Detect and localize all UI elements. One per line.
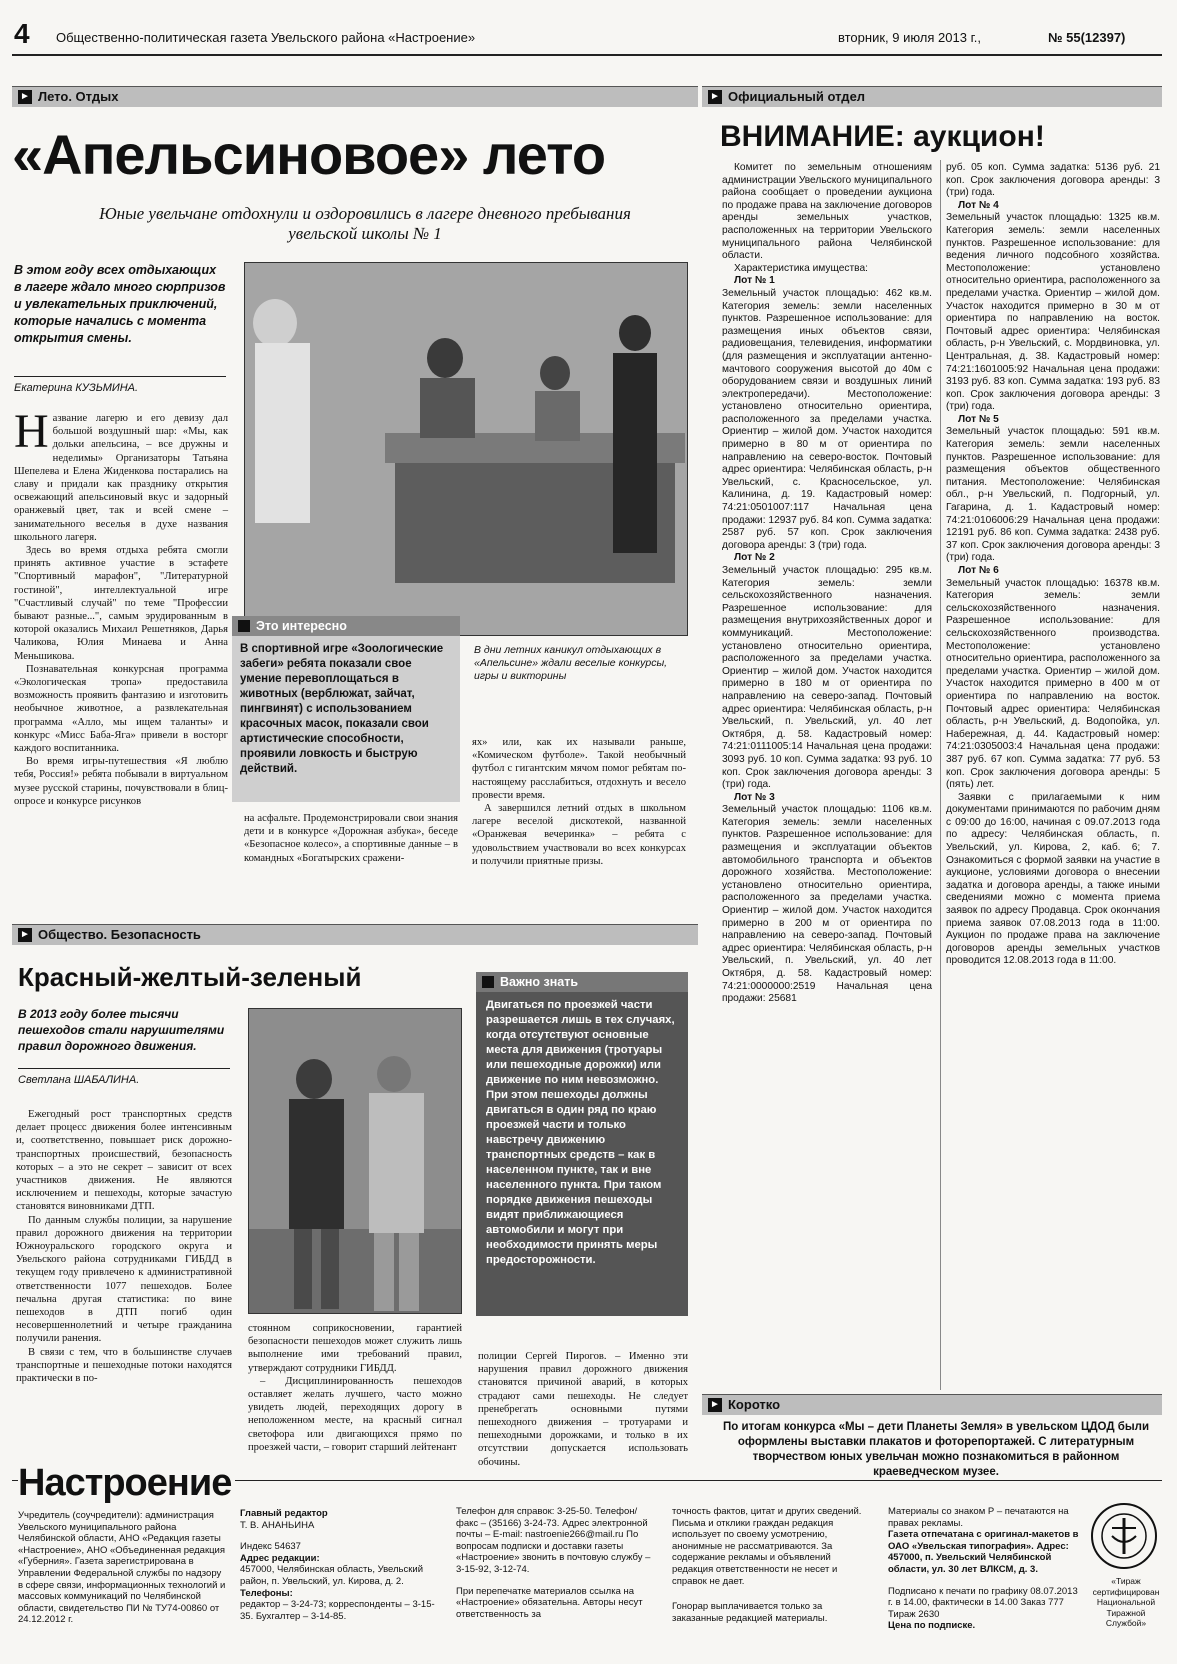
paragraph: – Дисциплинированность пешеходов оставляет желать лучшего, часто можно увидеть людей, переходящих дорогу в неположенном месте, на красный сигнал светофора или двигающихся прямо по проезжей части, – говорит старший лейтенант <box>248 1375 462 1453</box>
paragraph: А завершился летний отдых в школьном лагере веселой дискотекой, названной «Оранжевая вечеринка» – ребята с удовольствием участвовали во всех конкурсах и получили приятные призы. <box>472 803 686 867</box>
print-info <box>888 1506 1084 1632</box>
ads-note: Материалы со знаком Р – печатаются на правах рекламы. <box>888 1506 1069 1529</box>
price-note: Цена по подписке. <box>888 1620 976 1632</box>
article-body-col3 <box>472 736 686 868</box>
box-text: Двигаться по проезжей части разрешается лишь в тех случаях, когда отсутствуют основные места для движения (тротуары или пешеходные дорожки) или движение по ним невозможно. При этом пешеходы должны двигаться в один ряд по краю проезжей части и только навстречу движению транспортных средств – как в населенном пункте, так и вне населенного пункта. При таком порядке движения пешеходы видят приближающиеся автомобили и могут при необходимости принять меры предосторожности. <box>486 999 675 1266</box>
box-text: В спортивной игре «Зоологические забеги» ребята показали свое умение перевоплощаться в животных (верблюжат, зайчат, пингвинят) с использованием красочных масок, показали свои артистические способности, проявили ловкость и быструю действий. <box>240 643 444 775</box>
address: 457000, Челябинская область, Увельский район, п. Увельский, ул. Кирова, д. 2. <box>240 1564 424 1587</box>
index: Индекс 54637 <box>240 1541 301 1553</box>
lot-text: Земельный участок площадью: 1106 кв.м. Категория земель: земли населенных пунктов. Разрешенное использование: для размещения и эксплуатации объектов автомобильного транспорта и объектов дорожного хозяйства. Местоположение: установлено относительно ориентира, расположенного за пределами участка. Ориентир – жилой дом. Участок находится примерно в 200 м от ориентира по направлению на северо-запад. Почтовый адрес ориентира: Челябинская область, р-н Увельский, п. Увельский, ул. 40 лет Октября, д. 58. Кадастровый номер: 74:21:0000000:2519 Начальная цена продажи: 25681 <box>722 804 932 1005</box>
article-title: «Апельсиновое» лето <box>12 123 606 186</box>
paragraph: Заявки с прилагаемыми к ним документами принимаются по рабочим дням с 09:00 до 16:00, начиная с 09.07.2013 года по адресу: Челябинская область, п. Увельский, ул. Кирова, 2, каб. 6; 7. Ознакомиться с формой заявки на участие в аукционе, условиями договора о внесении задатка и договора аренды, а также иными сведениями можно с момента приема заявок по адресу Продавца. Срок окончания приема заявок 07.08.2013 года в 11:00. Аукцион по продаже права на заключение договоров аренды земельных участков проводится 12.08.2013 года в 11:00. <box>946 791 1160 967</box>
paragraph: Познавательная конкурсная программа «Экологическая тропа» предоставила возможность проявить фантазию и изготовить необычное животное, а развлекательная программа «Алло, мы ищем таланты» и конкурс «Мисс Баба-Яга» привели в восторг каждого воспитанника. <box>14 663 228 755</box>
arrow-icon <box>482 976 494 988</box>
header-rule <box>12 54 1162 56</box>
photo-caption: В дни летних каникул отдыхающих в «Апельсине» ждали веселые конкурсы, игры и викторины <box>474 644 668 682</box>
auction-col2 <box>946 162 1160 968</box>
responsibility-info <box>672 1506 872 1624</box>
lot-text: Земельный участок площадью: 591 кв.м. Категория земель: земли населенных пунктов. Разрешенное использование: для размещения объектов общественного питания. Местоположение: Челябинская обл., р-н Увельский, п. Подгорный, ул. Гагарина, д. 1. Кадастровый номер: 74:21:0106006:29 Начальная цена продажи: 12191 руб. 86 коп. Сумма задатка: 2438 руб. 37 коп. Срок заключения договора аренды: 3 (три) года. <box>946 426 1160 564</box>
arrow-icon: ► <box>708 90 722 104</box>
rubric-label: Лето. Отдых <box>38 89 119 104</box>
article-lead: В этом году всех отдыхающих в лагере ждало много сюрпризов и увлекательных приключений, которые начались с момента открытия смены. <box>14 263 226 345</box>
column-rule <box>940 160 941 1390</box>
lot-text: Земельный участок площадью: 462 кв.м. Категория земель: земли населенных пунктов. Разрешенное использование: для размещения иных объектов связи, радиовещания, телевидения, информатики (для размещения и эксплуатации антенно-мачтового сооружения высотой до 40м с оборудованием связи и воздушных линий электропередачи). Местоположение: установлено относительно ориентира, расположенного за пределами участка. Ориентир – жилой дом. Участок находится примерно в 80 м от ориентира по направлению на северо-восток. Почтовый адрес ориентира: Челябинская область, р-н Увельский, с. Красносельское, ул. Калинина, д. 19. Кадастровый номер: 74:21:0501007:117 Начальная цена продажи: 12937 руб. 84 коп. Сумма задатка: 2587 руб. 57 коп. Срок заключения договора аренды: 3 (три) года. <box>722 287 932 551</box>
dropcap: Н <box>14 405 49 458</box>
article-body-col2: на асфальте. Продемонстрировали свои знания дети и в конкурсе «Дорожная азбука», беседе «Безопасное колесо», а спортивные данные – в командных «Богатырских сражени- <box>244 813 458 864</box>
lot-item <box>722 275 932 552</box>
rubric-label: Коротко <box>728 1397 781 1412</box>
rubric-official <box>702 86 1162 107</box>
lot-text: руб. 05 коп. Сумма задатка: 5136 руб. 21 коп. Срок заключения договора аренды: 3 (три) года. <box>946 162 1160 199</box>
article-author: Светлана ШАБАЛИНА. <box>18 1074 140 1086</box>
article-body-col1 <box>16 1108 232 1385</box>
paragraph: Характеристика имущества: <box>734 262 868 274</box>
lot-item <box>722 552 932 791</box>
issue-number: № 55(12397) <box>1048 30 1126 45</box>
editor-label: Главный редактор <box>240 1508 328 1519</box>
lot-title: Лот № 2 <box>734 552 775 564</box>
important-box <box>476 972 688 1316</box>
briefly-text: По итогам конкурса «Мы – дети Планеты Земля» в увельском ЦДОД были оформлены выставки плакатов и фоторепортажей. С литературным творчеством юных увельчан можно познакомиться в районном краеведческом музее. <box>722 1421 1150 1478</box>
lot-text: Земельный участок площадью: 16378 кв.м. Категория земель: земли сельскохозяйственного назначения. Разрешенное использование: для сельскохозяйственного производства. Местоположение: установлено относительно ориентира, расположенного за пределами участка. Ориентир – жилой дом. Участок находится примерно в 400 м от ориентира по направлению на восток. Почтовый адрес ориентира: Челябинская область, р-н Увельский, д. Водопойка, ул. Набережная, д. 44. Кадастровый номер: 74:21:0305003:4 Начальная цена продажи: 387 руб. 67 коп. Сумма задатка: 77 руб. 53 коп. Срок заключения договора аренды: 5 (пять) лет. <box>946 577 1160 791</box>
printed-note: Газета отпечатана с оригинал-макетов в ОАО «Увельская типография». Адрес: 457000, п. Увельский Челябинской области, ул. 30 лет ВЛКСМ, д. 3. <box>888 1529 1079 1575</box>
editor-name: Т. В. АНАНЬИНА <box>240 1519 315 1531</box>
lot-title: Лот № 3 <box>734 791 775 803</box>
article-author: Екатерина КУЗЬМИНА. <box>14 382 139 394</box>
camp-photo <box>244 262 688 636</box>
arrow-icon: ► <box>18 928 32 942</box>
lot-item <box>946 565 1160 792</box>
lot-item <box>946 200 1160 414</box>
rubric-label: Общество. Безопасность <box>38 927 201 942</box>
box-header <box>232 616 460 636</box>
box-header <box>476 972 688 992</box>
contacts: Телефон для справок: 3-25-50. Телефон/факс – (35166) 3-24-73. Адрес электронной почты – E-mail: nastroenie266@mail.ru По вопросам подписки и доставки газеты «Настроение» звонить в почтовую службу – 3-15-92, 3-12-74. <box>456 1506 651 1575</box>
photo-scene <box>245 263 687 635</box>
article-body-col2 <box>248 1322 462 1454</box>
article-title: Красный-желтый-зеленый <box>18 962 362 992</box>
paragraph: ях» или, как их называли раньше, «Комическом футболе». Такой необычный футбол с гигантским мячом помог ребятам по-настоящему расслабиться, отдохнуть и весело провести время. <box>472 737 686 801</box>
photo-scene <box>249 1009 461 1313</box>
reprint-note: При перепечатке материалов ссылка на «Настроение» обязательна. Авторы несут ответственность за <box>456 1585 643 1620</box>
lot-title: Лот № 6 <box>958 565 999 576</box>
arrow-icon: ► <box>708 1398 722 1412</box>
circulation-stamp-icon <box>1090 1502 1158 1570</box>
paragraph: Во время игры-путешествия «Я люблю тебя, Россия!» ребята побывали в виртуальном музее русской старины, почувствовали в блиц-опросе и конкурсе рисунков <box>14 756 228 807</box>
lot-title: Лот № 1 <box>734 275 775 287</box>
lot-title: Лот № 5 <box>958 413 999 425</box>
page-number: 4 <box>14 18 30 49</box>
footer-logo: Настроение <box>18 1462 235 1505</box>
phones-label: Телефоны: <box>240 1587 293 1599</box>
stamp-text: «Тираж сертифицирован Национальной Тиражной Службой» <box>1092 1576 1160 1628</box>
contacts-info <box>456 1506 656 1620</box>
article-body-col3: полиции Сергей Пирогов. – Именно эти нарушения правил дорожного движения становятся причиной аварий, в которых страдают сами пешеходы. Не следует пренебрегать основными путями пешеходного движения – тротуарами и пешеходными дорожками, и только в их отсутствии допускается использовать обочины. <box>478 1351 688 1468</box>
paper-title: Общественно-политическая газета Увельского района «Настроение» <box>56 30 476 45</box>
box-title: Важно знать <box>500 975 579 989</box>
paragraph: Здесь во время отдыха ребята смогли принять активное участие в эстафете "Спортивный марафон", "Литературной гостиной", интеллектуальной игре "Счастливый случай" по теме "Профессии бывают разные...", самым эрудированным в которой оказались Михаил Решетняков, Дарья Чаликова, Юлия Минаева и Анна Меньшикова. <box>14 545 228 662</box>
auction-col1 <box>722 162 932 1006</box>
stamp-seal-icon <box>1090 1502 1158 1570</box>
article-body-col1 <box>14 405 228 808</box>
editor-info <box>240 1508 440 1622</box>
rubric-leisure <box>12 86 698 107</box>
lot-text: Земельный участок площадью: 1325 кв.м. Категория земель: земли населенных пунктов. Разрешенное использование: для ведения личного подсобного хозяйства. Местоположение: установлено относительно ориентира, расположенного за пределами участка. Ориентир – жилой дом. Участок находится примерно в 30 м от ориентира по направлению на восток. Почтовый адрес ориентира: Челябинская область, р-н Увельский, с. Мордвиновка, ул. Центральная, д. 38. Кадастровый номер: 74:21:1601005:92 Начальная цена продажи: 3193 руб. 83 коп. Сумма задатка: 193 руб. 83 коп. Срок заключения договора аренды: 3 (три) года. <box>946 212 1160 413</box>
phones: редактор – 3-24-73; корреспонденты – 3-15-35. Бухгалтер – 3-14-85. <box>240 1599 435 1622</box>
fee-note: Гонорар выплачивается только за заказанные редакцией материалы. <box>672 1601 828 1624</box>
lead-rule <box>18 1068 230 1069</box>
article-subtitle: Юные увельчане отдохнули и оздоровились в лагере дневного пребывания увельской школы № 1 <box>99 204 631 243</box>
article-lead: В 2013 году более тысячи пешеходов стали нарушителями правил дорожного движения. <box>18 1007 225 1053</box>
arrow-icon: ► <box>18 90 32 104</box>
rubric-briefly <box>702 1394 1162 1415</box>
lead-rule <box>14 376 226 377</box>
police-photo <box>248 1008 462 1314</box>
rubric-safety <box>12 924 698 945</box>
paragraph: Комитет по земельным отношениям администрации Увельского муниципального района сообщает о проведении аукциона по продаже права на заключение договоров аренды земельных участков, расположенных на территории Увельского муниципального района Челябинской области. <box>722 162 932 262</box>
lot-text: Земельный участок площадью: 295 кв.м. Категория земель: земли сельскохозяйственного назначения. Разрешенное использование: для размещения внутрихозяйственных дорог и коммуникаций. Местоположение: установлено относительно ориентира, расположенного за пределами участка. Ориентир – жилой дом. Участок находится примерно в 180 м от ориентира по направлению на северо-запад. Почтовый адрес ориентира: Челябинская область, р-н Увельский, п. Увельский, ул. 40 лет Октября, д. 58. Кадастровый номер: 74:21:0111005:14 Начальная цена продажи: 3093 руб. 10 коп. Сумма задатка: 93 руб. 10 коп. Срок заключения договора аренды: 3 (три) года. <box>722 565 932 791</box>
founders-info: Учредитель (соучредители): администрация Увельского муниципального района Челябинской области, АНО «Редакция газеты «Настроение», АНО «Объединенная редакция «Губерния». Газета зарегистрирована в Управлении Федеральной службы по надзору в сфере связи, информационных технологий и массовых коммуникаций по Челябинской области, свидетельство ПИ № ТУ74-00860 от 24.12.2012 г. <box>18 1510 226 1626</box>
address-label: Адрес редакции: <box>240 1552 320 1564</box>
paragraph: По данным службы полиции, за нарушение правил дорожного движения на территории Южноуральского городского округа и Увельского района сотрудниками ГИБДД в текущем году привлечено к административной ответственности 1077 пешеходов. Более печальна другая статистика: по вине пешеходов в ДТП погиб один несовершеннолетний и четыре гражданина получили ранения. <box>16 1214 232 1345</box>
paragraph: В связи с тем, что в большинстве случаев транспортные и пешеходные потоки находятся практически в по- <box>16 1346 232 1385</box>
lot-item <box>722 792 932 1006</box>
box-title: Это интересно <box>256 619 347 633</box>
article-title: ВНИМАНИЕ: аукцион! <box>720 120 1045 153</box>
lot-item <box>946 414 1160 565</box>
paragraph: Ежегодный рост транспортных средств делает процесс движения более интенсивным и, соответственно, повышает риск дорожно-транспортных происшествий, безопасность которых – а это не секрет – зависит от всех участников движения. Не являются исключением и пешеходы, которые зачастую становятся виновниками ДТП. <box>16 1109 232 1213</box>
issue-date: вторник, 9 июля 2013 г., <box>838 30 981 45</box>
paragraph: стоянном соприкосновении, гарантией безопасности пешеходов может служить лишь выполнение ими требований правил, утверждают сотрудники ГИБДД. <box>248 1323 462 1374</box>
page-header <box>0 18 1177 58</box>
rubric-label: Официальный отдел <box>728 89 866 104</box>
paragraph: азвание лагерю и его девизу дал большой воздушный шар: «Мы, как дольки апельсина, – все дружны и неделимы» Организаторы Татьяна Шепелева и Елена Жиденкова постарались на славу и придали как празднику открытия освежающий апельсиновый вкус и задорный оранжевый цвет, так и всей смене – занимательного веселья в духе названия школьного лагеря. <box>14 413 228 543</box>
lot-title: Лот № 4 <box>958 199 999 211</box>
responsibility: точность фактов, цитат и других сведений. Письма и отклики граждан редакция использует по своему усмотрению, анонимные не рассматриваются. За содержание рекламы и объявлений редакция ответственности не несет и справок не дает. <box>672 1506 862 1587</box>
interesting-box <box>232 616 460 802</box>
signed-note: Подписано к печати по графику 08.07.2013 г. в 14.00, фактически в 14.00 Заказ 777 Тираж 2630 <box>888 1585 1078 1620</box>
arrow-icon <box>238 620 250 632</box>
